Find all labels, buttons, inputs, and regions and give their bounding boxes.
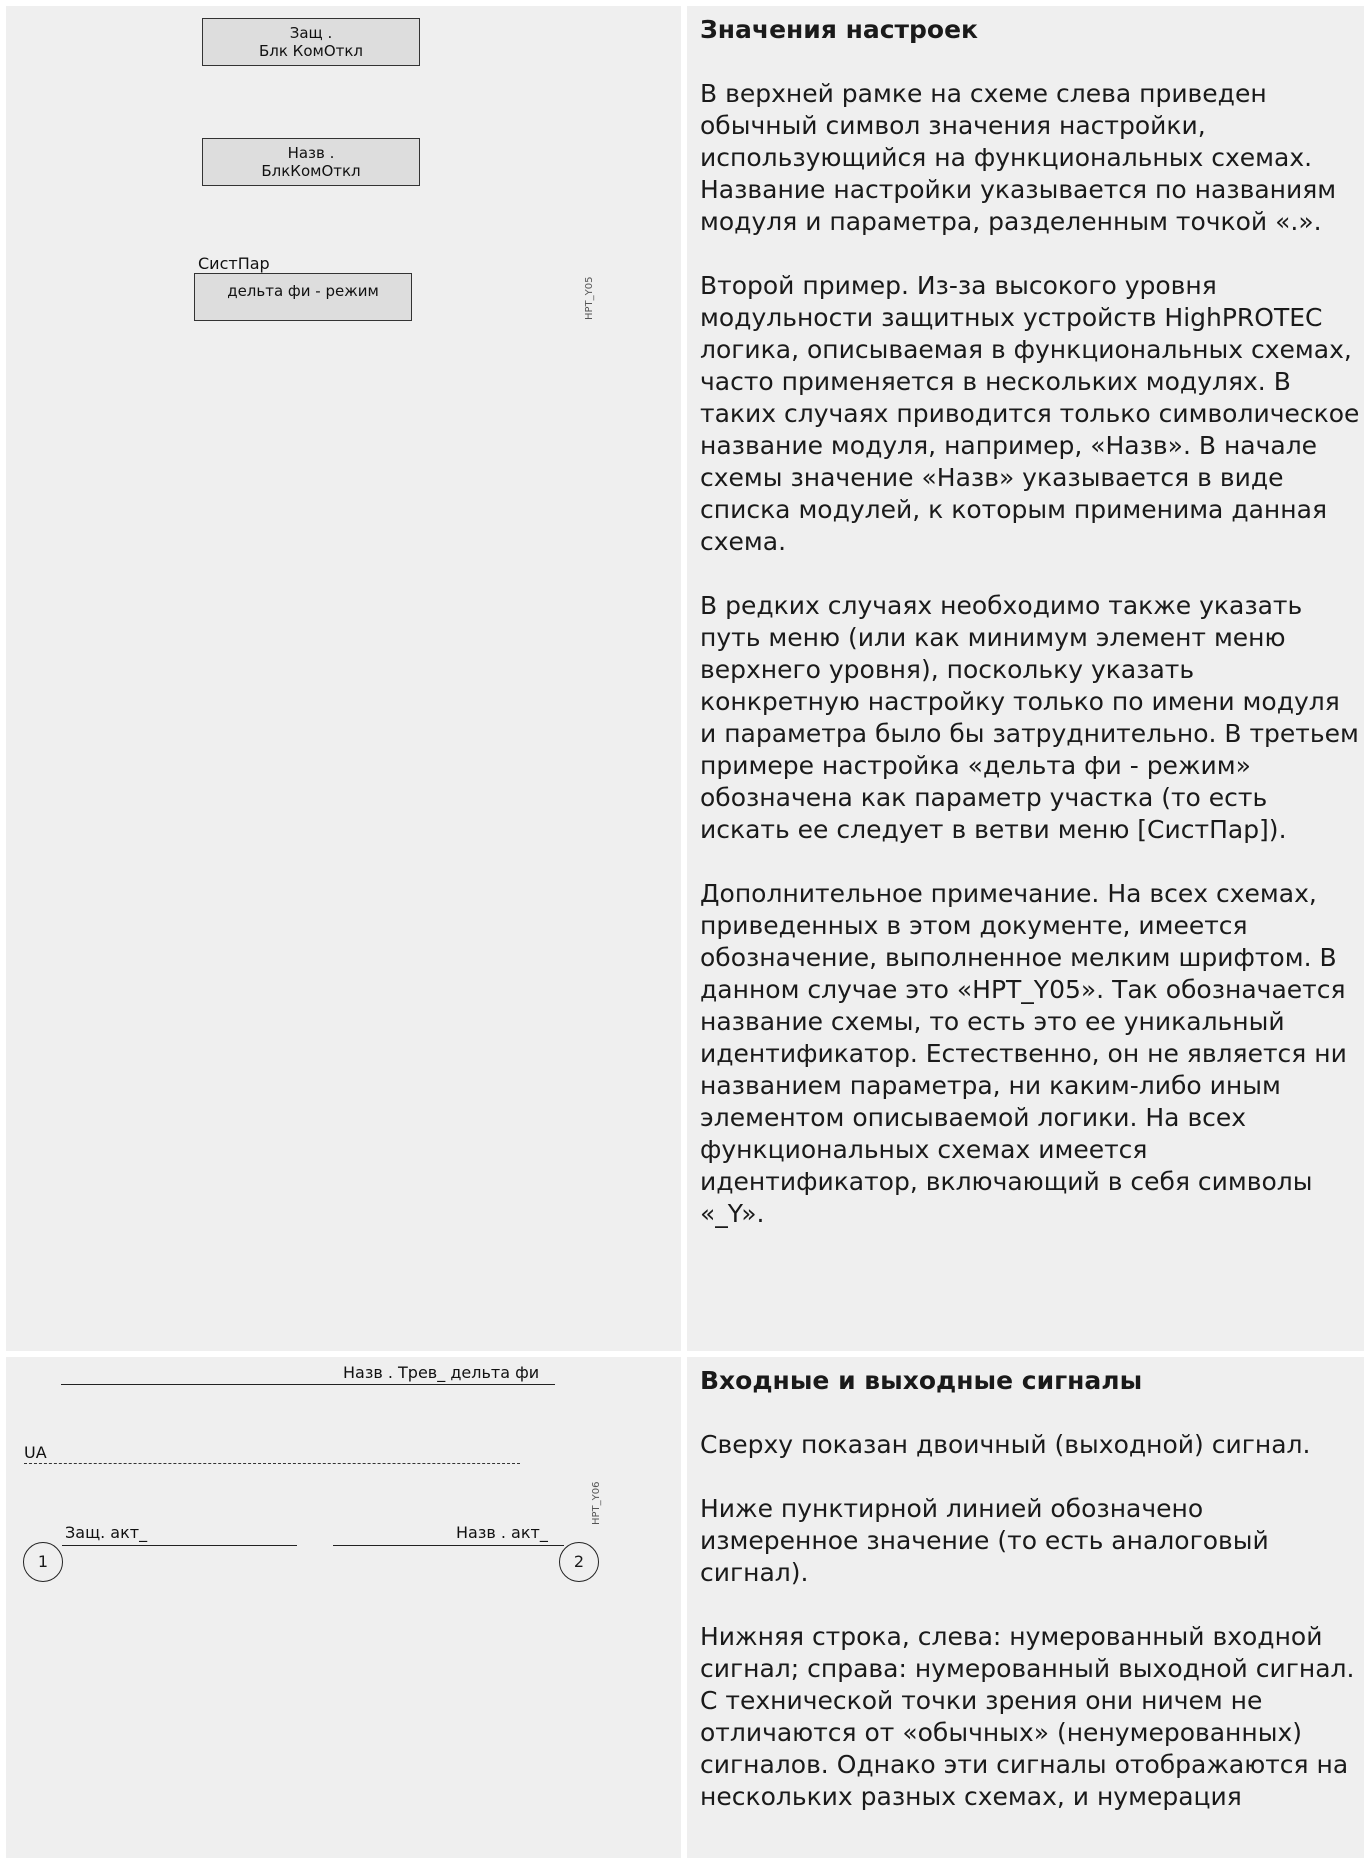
paragraph: В верхней рамке на схеме слева приведен обычный символ значения настройки, использующийся на функциональных схемах. Название настройки указывается по названиям модуля и параметра, разделенным точкой «.».: [700, 79, 1337, 236]
paragraph: В редких случаях необходимо также указать путь меню (или как минимум элемент меню верхнего уровня), поскольку указать конкретную настройку только по имени модуля и параметра было бы затруднительно. В третьем примере настройка «дельта фи - режим» обозначена как параметр участка (то есть искать ее следует в ветви меню [СистПар]).: [700, 591, 1359, 844]
setting-box-prot: [202, 18, 420, 66]
setting-box-name-module: Назв .: [287, 144, 335, 162]
paragraph: Ниже пунктирной линией обозначено измеренное значение (то есть аналоговый сигнал).: [700, 1494, 1269, 1587]
section-heading: Значения настроек: [700, 15, 979, 44]
binary-signal-label: Назв . Трев_ дельта фи: [343, 1363, 540, 1382]
input-number: 1: [37, 1552, 49, 1571]
section-heading: Входные и выходные сигналы: [700, 1366, 1143, 1395]
setting-box-menu-path: СистПар: [198, 254, 270, 273]
analog-signal-line: [24, 1463, 520, 1464]
paragraph: Второй пример. Из-за высокого уровня модульности защитных устройств HighPROTEC логика, описываемая в функциональных схемах, часто применяется в нескольких модулях. В таких случаях приводится только символическое название модуля, например, «Назв». В начале схемы значение «Назв» указывается в виде списка модулей, к которым применима данная схема.: [700, 271, 1360, 556]
output-signal-label: Назв . акт_: [456, 1523, 548, 1542]
paragraph: Сверху показан двоичный (выходной) сигнал.: [700, 1430, 1311, 1459]
diagram-setting-values: [6, 6, 681, 1351]
setting-box-prot-param: Блк КомОткл: [258, 42, 364, 60]
setting-box-prot-module: Защ .: [289, 24, 333, 42]
output-signal-line: [333, 1545, 564, 1546]
setting-box-delta-phi: [194, 273, 412, 321]
setting-box-name-param: БлкКомОткл: [261, 162, 361, 180]
section-setting-values: [687, 6, 1364, 1351]
input-number-circle: [23, 1542, 63, 1582]
diagram-id-y06: HPT_Y06: [591, 1481, 602, 1525]
analog-signal-label: UA: [24, 1443, 47, 1462]
output-number: 2: [573, 1552, 585, 1571]
binary-signal-line: [61, 1384, 555, 1385]
diagram-id-y05: HPT_Y05: [584, 276, 595, 320]
output-number-circle: [559, 1542, 599, 1582]
setting-box-delta-phi-text: дельта фи - режим: [227, 282, 379, 300]
section-signals: [687, 1357, 1364, 1858]
input-signal-label: Защ. акт_: [65, 1523, 148, 1542]
setting-box-name: [202, 138, 420, 186]
diagram-signals: [6, 1357, 681, 1858]
paragraph: Дополнительное примечание. На всех схемах, приведенных в этом документе, имеется обозначение, выполненное мелким шрифтом. В данном случае это «HPT_Y05». Так обозначается название схемы, то есть это ее уникальный идентификатор. Естественно, он не является ни названием параметра, ни каким-либо иным элементом описываемой логики. На всех функциональных схемах имеется идентификатор, включающий в себя символы «_Y».: [700, 879, 1347, 1228]
input-signal-line: [62, 1545, 297, 1546]
paragraph: Нижняя строка, слева: нумерованный входной сигнал; справа: нумерованный выходной сигнал. С технической точки зрения они ничем не отличаются от «обычных» (ненумерованных) сигналов. Однако эти сигналы отображаются на нескольких разных схемах, и нумерация: [700, 1622, 1355, 1811]
